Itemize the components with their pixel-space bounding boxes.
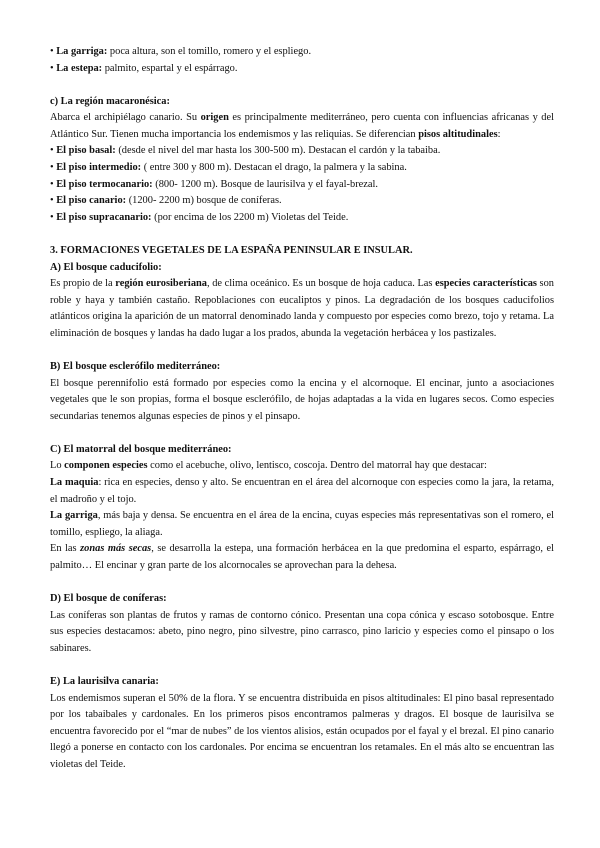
list-item-piso-canario: • El piso canario: (1200- 2200 m) bosque de coníferas. <box>50 195 282 207</box>
term-piso-supracanario: El piso supracanario: <box>56 211 152 223</box>
heading-region-macaronesica: c) La región macaronésica: <box>50 95 170 107</box>
paragraph-macaronesica-intro <box>50 110 554 143</box>
text-piso-supracanario: (por encima de los 2200 m) Violetas del Teide. <box>151 211 349 223</box>
list-item-piso-supracanario: • El piso supracanario: (por encima de los 2200 m) Violetas del Teide. <box>50 211 349 223</box>
list-item-piso-intermedio: • El piso intermedio: ( entre 300 y 800 m). Destacan el drago, la palmera y la sabina. <box>50 162 407 174</box>
heading-laurisilva-canaria: E) La laurisilva canaria: <box>50 676 159 687</box>
heading-bosque-caducifolio: A) El bosque caducifolio: <box>50 261 162 273</box>
paragraph-matorral-intro <box>50 458 554 475</box>
paragraph-bosque-esclerofilo: El bosque perennifolio está formado por especies como la encina y el alcornoque. El encinar, junto a asociaciones vegetales que le son propias, forma el bosque esclerófilo, de hojas adaptadas a la vida en lugares secos. Como especies secundarias tenemos algunas especies de pinos y el pinsapo. <box>50 377 554 422</box>
paragraph-garriga <box>50 508 554 541</box>
document-page <box>50 44 554 774</box>
term-pisos-altitudinales: pisos altitudinales <box>418 128 498 140</box>
caducifolio-text-2: , de clima oceánico. Es un bosque de hoja caduca. Las <box>206 278 436 290</box>
zonas-text-a: En las <box>50 543 81 555</box>
text-garriga-matorral: , más baja y densa. Se encuentra en el área de la encina, cuyas especies más representativas son el romero, el tomillo, espliego, la aliaga. <box>50 510 554 538</box>
paragraph-zonas-secas <box>50 541 554 574</box>
term-especies-caracteristicas: especies características <box>435 278 537 290</box>
term-piso-canario: El piso canario: <box>56 195 127 207</box>
heading-matorral-mediterraneo: C) El matorral del bosque mediterráneo: <box>50 443 232 455</box>
term-componen-especies: componen especies <box>64 460 148 472</box>
heading-bosque-esclerofilo: B) El bosque esclerófilo mediterráneo: <box>50 361 221 372</box>
term-garriga: La garriga: <box>56 46 108 57</box>
paragraph-maquia <box>50 475 554 508</box>
heading-bosque-coniferas: D) El bosque de coníferas: <box>50 593 167 605</box>
list-item-piso-basal: • El piso basal: (desde el nivel del mar hasta los 300-500 m). Destacan el cardón y la tabaiba. <box>50 145 441 157</box>
list-item-garriga: • La garriga: poca altura, son el tomillo, romero y el espliego. <box>50 46 312 57</box>
term-maquia: La maquia <box>50 477 99 489</box>
text-estepa: palmito, espartal y el espárrago. <box>102 62 238 74</box>
term-piso-termocanario: El piso termocanario: <box>56 178 153 190</box>
zonas-text-c: , se desarrolla la estepa, una formación herbácea en la que predomina el esparto, espárrago, el palmito… El encinar y gran parte de los alcornocales se aprovechan para la dehesa. <box>50 543 555 572</box>
term-piso-intermedio: El piso intermedio: <box>56 162 142 174</box>
list-item-estepa: • La estepa: palmito, espartal y el espárrago. <box>50 62 238 74</box>
paragraph-bosque-caducifolio <box>50 276 554 342</box>
section-title-formaciones: 3. FORMACIONES VEGETALES DE LA ESPAÑA PENINSULAR E INSULAR. <box>50 244 413 256</box>
matorral-text-a: Lo <box>50 460 65 472</box>
term-zonas-mas-secas: zonas más secas <box>80 543 152 555</box>
intro-text-b: es principalmente mediterráneo, pero cuenta con influencias africanas y del Atlántico Sur. Tienen mucha importancia los endemismos y las reliquias. Se diferencian <box>50 112 554 140</box>
text-maquia: : rica en especies, denso y alto. Se encuentran en el área del alcornoque con especies como la jara, la retama, el madroño y el tojo. <box>50 477 554 505</box>
term-garriga-matorral: La garriga <box>50 510 98 522</box>
text-piso-canario: (1200- 2200 m) bosque de coníferas. <box>126 195 282 207</box>
list-item-piso-termocanario: • El piso termocanario: (800- 1200 m). Bosque de laurisilva y el fayal-brezal. <box>50 178 378 190</box>
term-region-eurosiberiana: región eurosiberiana <box>115 278 207 290</box>
caducifolio-text-1: Es propio de la <box>50 278 116 290</box>
text-piso-termocanario: (800- 1200 m). Bosque de laurisilva y el fayal-brezal. <box>152 178 378 190</box>
intro-text-a: Abarca el archipiélago canario. Su <box>50 112 201 124</box>
paragraph-bosque-coniferas: Las coníferas son plantas de frutos y ramas de contorno cónico. Presentan una copa cónica y escaso sotobosque. Entre sus especies destacamos: abeto, pino negro, pino silvestre, pino carrasco, pino laricio y especies como el pinsapo o los sabinares. <box>50 609 554 654</box>
text-piso-intermedio: ( entre 300 y 800 m). Destacan el drago, la palmera y la sabina. <box>141 162 407 174</box>
term-origen: origen <box>200 112 229 124</box>
term-piso-basal: El piso basal: <box>56 145 116 157</box>
term-estepa: La estepa: <box>56 62 103 74</box>
caducifolio-text-3: son roble y haya y también castaño. Repoblaciones con eucaliptos y pinos. La degradación de los bosques caducifolios atlánticos origina la aparición de un matorral denominado landa y compuesto por especies como brezo, tojo y retama. La eliminación de bosques y landas ha dado lugar a los prados, abunda la vegetación herbácea y los pastizales. <box>50 278 554 339</box>
text-piso-basal: (desde el nivel del mar hasta los 300-500 m). Destacan el cardón y la tabaiba. <box>115 145 441 157</box>
intro-text-c: : <box>497 128 501 140</box>
paragraph-laurisilva-canaria: Los endemismos superan el 50% de la flora. Y se encuentra distribuida en pisos altitudinales: El pino basal representado por los tabaibales y cardonales. En los primeros pisos encontramos palmeras y dragos. El bosque de laurisilva se encuentra favorecido por el “mar de nubes” de los vientos alisios, están ocupados por el fayal y el brezal. El pino canario llegó a ponerse en contacto con los cardonales. Por encima se encuentran los retamales. En el más alto se encuentran las violetas del Teide. <box>50 692 554 770</box>
matorral-text-c: como el acebuche, olivo, lentisco, coscoja. Dentro del matorral hay que destacar: <box>147 460 487 472</box>
text-garriga: poca altura, son el tomillo, romero y el espliego. <box>107 46 312 57</box>
